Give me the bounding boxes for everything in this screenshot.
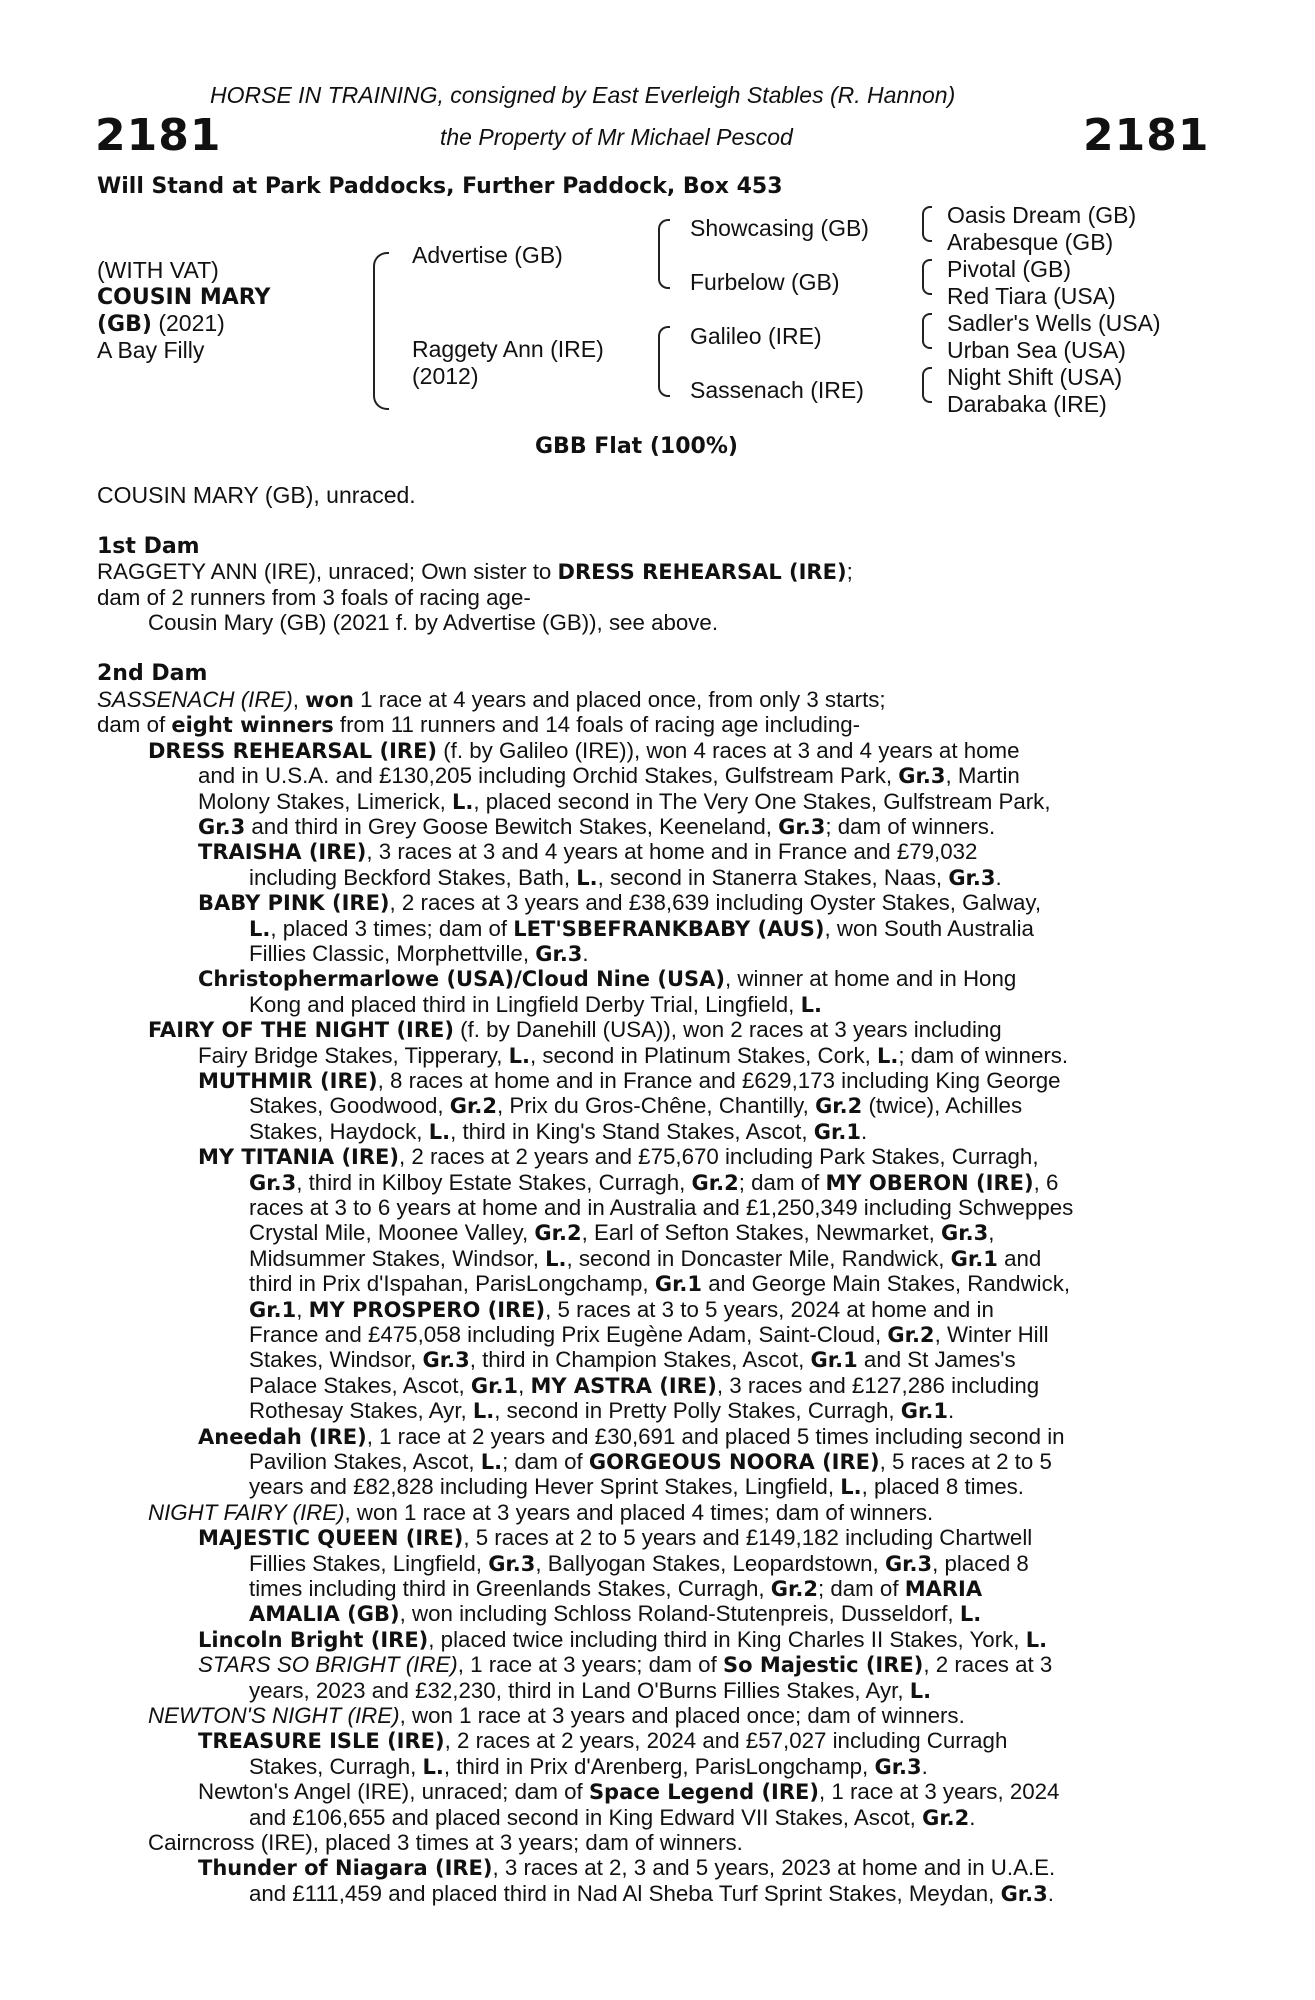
pedigree-brace-g3-1 [922, 206, 932, 242]
pedigree-brace-g3-2 [922, 259, 932, 295]
second-dam-heading: 2nd Dam [97, 661, 208, 686]
pedigree-brace-g3-4 [922, 367, 932, 403]
pedigree-dam-year: (2012) [412, 363, 479, 389]
second-dam-line: MAJESTIC QUEEN (IRE), 5 races at 2 to 5 years and £149,182 including Chartwell [198, 1525, 1033, 1551]
second-dam-line: Thunder of Niagara (IRE), 3 races at 2, 3 and 5 years, 2023 at home and in U.A.E. [198, 1855, 1056, 1881]
horse-origin: (GB) [97, 312, 152, 337]
vat-label: (WITH VAT) [97, 257, 219, 283]
pedigree-brace-gen1 [373, 252, 389, 410]
second-dam-line: Fairy Bridge Stakes, Tipperary, L., second in Platinum Stakes, Cork, L.; dam of winners. [198, 1042, 1069, 1068]
second-dam-line: Lincoln Bright (IRE), placed twice including third in King Charles II Stakes, York, L. [198, 1626, 1048, 1652]
pedigree-sire-sire: Showcasing (GB) [690, 215, 869, 241]
second-dam-line: Rothesay Stakes, Ayr, L., second in Pretty Polly Stakes, Curragh, Gr.1. [249, 1398, 955, 1424]
second-dam-line: TRAISHA (IRE), 3 races at 3 and 4 years at home and in France and £79,032 [198, 839, 978, 865]
second-dam-line: and in U.S.A. and £130,205 including Orchid Stakes, Gulfstream Park, Gr.3, Martin [198, 763, 1020, 789]
second-dam-line: times including third in Greenlands Stakes, Curragh, Gr.2; dam of MARIA [249, 1576, 983, 1601]
second-dam-line: Stakes, Windsor, Gr.3, third in Champion Stakes, Ascot, Gr.1 and St James's [249, 1347, 1016, 1373]
second-dam-line: AMALIA (GB), won including Schloss Roland-Stutenpreis, Dusseldorf, L. [249, 1601, 982, 1627]
first-dam-line-1: RAGGETY ANN (IRE), unraced; Own sister to DRESS REHEARSAL (IRE); [97, 559, 853, 584]
second-dam-line: years, 2023 and £32,230, third in Land O'Burns Fillies Stakes, Ayr, L. [249, 1677, 932, 1703]
second-dam-line: BABY PINK (IRE), 2 races at 3 years and £38,639 including Oyster Stakes, Galway, [198, 890, 1042, 916]
second-dam-line: years and £82,828 including Hever Sprint Stakes, Lingfield, L., placed 8 times. [249, 1474, 1024, 1500]
pedigree-brace-sire [658, 219, 670, 289]
second-dam-line: Gr.3 and third in Grey Goose Bewitch Stakes, Keeneland, Gr.3; dam of winners. [198, 814, 996, 839]
first-dam-line-3: Cousin Mary (GB) (2021 f. by Advertise (GB)), see above. [148, 610, 719, 635]
second-dam-line: France and £475,058 including Prix Eugène Adam, Saint-Cloud, Gr.2, Winter Hill [249, 1322, 1049, 1347]
property-line: the Property of Mr Michael Pescod [440, 124, 793, 150]
second-dam-line: TREASURE ISLE (IRE), 2 races at 2 years, 2024 and £57,027 including Curragh [198, 1728, 1008, 1754]
pedigree-gen3-7: Night Shift (USA) [947, 364, 1123, 390]
lot-number-left: 2181 [95, 110, 222, 161]
pedigree-sire: Advertise (GB) [412, 242, 563, 268]
pedigree-brace-dam [658, 326, 670, 397]
horse-origin-year [97, 310, 225, 338]
second-dam-line: Stakes, Haydock, L., third in King's Stand Stakes, Ascot, Gr.1. [249, 1118, 868, 1144]
second-dam-line: and £106,655 and placed second in King Edward VII Stakes, Ascot, Gr.2. [249, 1804, 976, 1830]
consignment-line: HORSE IN TRAINING, consigned by East Everleigh Stables (R. Hannon) [210, 82, 956, 108]
second-dam-line: Stakes, Goodwood, Gr.2, Prix du Gros-Chêne, Chantilly, Gr.2 (twice), Achilles [249, 1093, 1023, 1119]
pedigree-gen3-8: Darabaka (IRE) [947, 391, 1107, 417]
second-dam-line: Fillies Stakes, Lingfield, Gr.3, Ballyogan Stakes, Leopardstown, Gr.3, placed 8 [249, 1550, 1029, 1576]
second-dam-line: MUTHMIR (IRE), 8 races at home and in France and £629,173 including King George [198, 1068, 1061, 1093]
horse-name [97, 283, 270, 311]
second-dam-line: races at 3 to 6 years at home and in Australia and £1,250,349 including Schweppes [249, 1195, 1074, 1220]
second-dam-line: Palace Stakes, Ascot, Gr.1, MY ASTRA (IRE), 3 races and £127,286 including [249, 1372, 1040, 1398]
first-dam-line-2: dam of 2 runners from 3 foals of racing age- [97, 585, 531, 610]
horse-summary: COUSIN MARY (GB), unraced. [97, 482, 416, 508]
second-dam-line: third in Prix d'Ispahan, ParisLongchamp, Gr.1 and George Main Stakes, Randwick, [249, 1271, 1071, 1297]
second-dam-line: NEWTON'S NIGHT (IRE), won 1 race at 3 years and placed once; dam of winners. [148, 1703, 965, 1728]
pedigree-gen3-1: Oasis Dream (GB) [947, 202, 1137, 228]
pedigree-dam: Raggety Ann (IRE) [412, 336, 604, 362]
second-dam-line: STARS SO BRIGHT (IRE), 1 race at 3 years; dam of So Majestic (IRE), 2 races at 3 [198, 1652, 1053, 1678]
pedigree-gen3-5: Sadler's Wells (USA) [947, 310, 1161, 336]
second-dam-line: MY TITANIA (IRE), 2 races at 2 years and £75,670 including Park Stakes, Curragh, [198, 1144, 1039, 1170]
pedigree-gen3-3: Pivotal (GB) [947, 256, 1071, 282]
pedigree-gen3-2: Arabesque (GB) [947, 229, 1114, 255]
second-dam-line: Kong and placed third in Lingfield Derby Trial, Lingfield, L. [249, 991, 822, 1017]
second-dam-line: Midsummer Stakes, Windsor, L., second in Doncaster Mile, Randwick, Gr.1 and [249, 1245, 1042, 1271]
pedigree-dam-sire: Galileo (IRE) [690, 323, 822, 349]
second-dam-line: dam of eight winners from 11 runners and 14 foals of racing age including- [97, 712, 861, 738]
second-dam-line: Christophermarlowe (USA)/Cloud Nine (USA), winner at home and in Hong [198, 966, 1017, 992]
horse-description: A Bay Filly [97, 337, 205, 363]
second-dam-line: Fillies Classic, Morphettville, Gr.3. [249, 941, 589, 966]
second-dam-line: Stakes, Curragh, L., third in Prix d'Arenberg, ParisLongchamp, Gr.3. [249, 1753, 928, 1779]
second-dam-line: Molony Stakes, Limerick, L., placed second in The Very One Stakes, Gulfstream Park, [198, 788, 1051, 814]
second-dam-line: Cairncross (IRE), placed 3 times at 3 years; dam of winners. [148, 1830, 743, 1855]
pedigree-brace-g3-3 [922, 313, 932, 349]
second-dam-line: FAIRY OF THE NIGHT (IRE) (f. by Danehill (USA)), won 2 races at 3 years including [148, 1017, 1002, 1043]
lot-number-right: 2181 [1083, 110, 1210, 161]
first-dam-heading: 1st Dam [97, 534, 200, 559]
second-dam-line: SASSENACH (IRE), won 1 race at 4 years and placed once, from only 3 starts; [97, 687, 886, 712]
pedigree-sire-dam: Furbelow (GB) [690, 269, 840, 295]
second-dam-line: Gr.1, MY PROSPERO (IRE), 5 races at 3 to 5 years, 2024 at home and in [249, 1296, 994, 1322]
horse-name-text: COUSIN MARY [97, 285, 271, 310]
second-dam-line: NIGHT FAIRY (IRE), won 1 race at 3 years and placed 4 times; dam of winners. [148, 1499, 934, 1525]
second-dam-line: Crystal Mile, Moonee Valley, Gr.2, Earl of Sefton Stakes, Newmarket, Gr.3, [249, 1220, 995, 1246]
horse-year: (2021) [151, 310, 225, 336]
pedigree-dam-dam: Sassenach (IRE) [690, 377, 864, 403]
second-dam-line: Gr.3, third in Kilboy Estate Stakes, Curragh, Gr.2; dam of MY OBERON (IRE), 6 [249, 1169, 1059, 1195]
second-dam-line: Aneedah (IRE), 1 race at 2 years and £30,691 and placed 5 times including second in [198, 1423, 1065, 1449]
second-dam-line: DRESS REHEARSAL (IRE) (f. by Galileo (IRE)), won 4 races at 3 and 4 years at home [148, 737, 1020, 763]
stand-location: Will Stand at Park Paddocks, Further Paddock, Box 453 [97, 174, 783, 199]
second-dam-line: and £111,459 and placed third in Nad Al Sheba Turf Sprint Stakes, Meydan, Gr.3. [249, 1880, 1054, 1906]
gbb-flat: GBB Flat (100%) [535, 434, 738, 459]
second-dam-line: Pavilion Stakes, Ascot, L.; dam of GORGEOUS NOORA (IRE), 5 races at 2 to 5 [249, 1449, 1052, 1474]
second-dam-line: Newton's Angel (IRE), unraced; dam of Space Legend (IRE), 1 race at 3 years, 2024 [198, 1779, 1060, 1805]
pedigree-gen3-6: Urban Sea (USA) [947, 337, 1126, 363]
second-dam-line: L., placed 3 times; dam of LET'SBEFRANKBABY (AUS), won South Australia [249, 915, 1034, 941]
pedigree-gen3-4: Red Tiara (USA) [947, 283, 1116, 309]
second-dam-line: including Beckford Stakes, Bath, L., second in Stanerra Stakes, Naas, Gr.3. [249, 864, 1002, 890]
